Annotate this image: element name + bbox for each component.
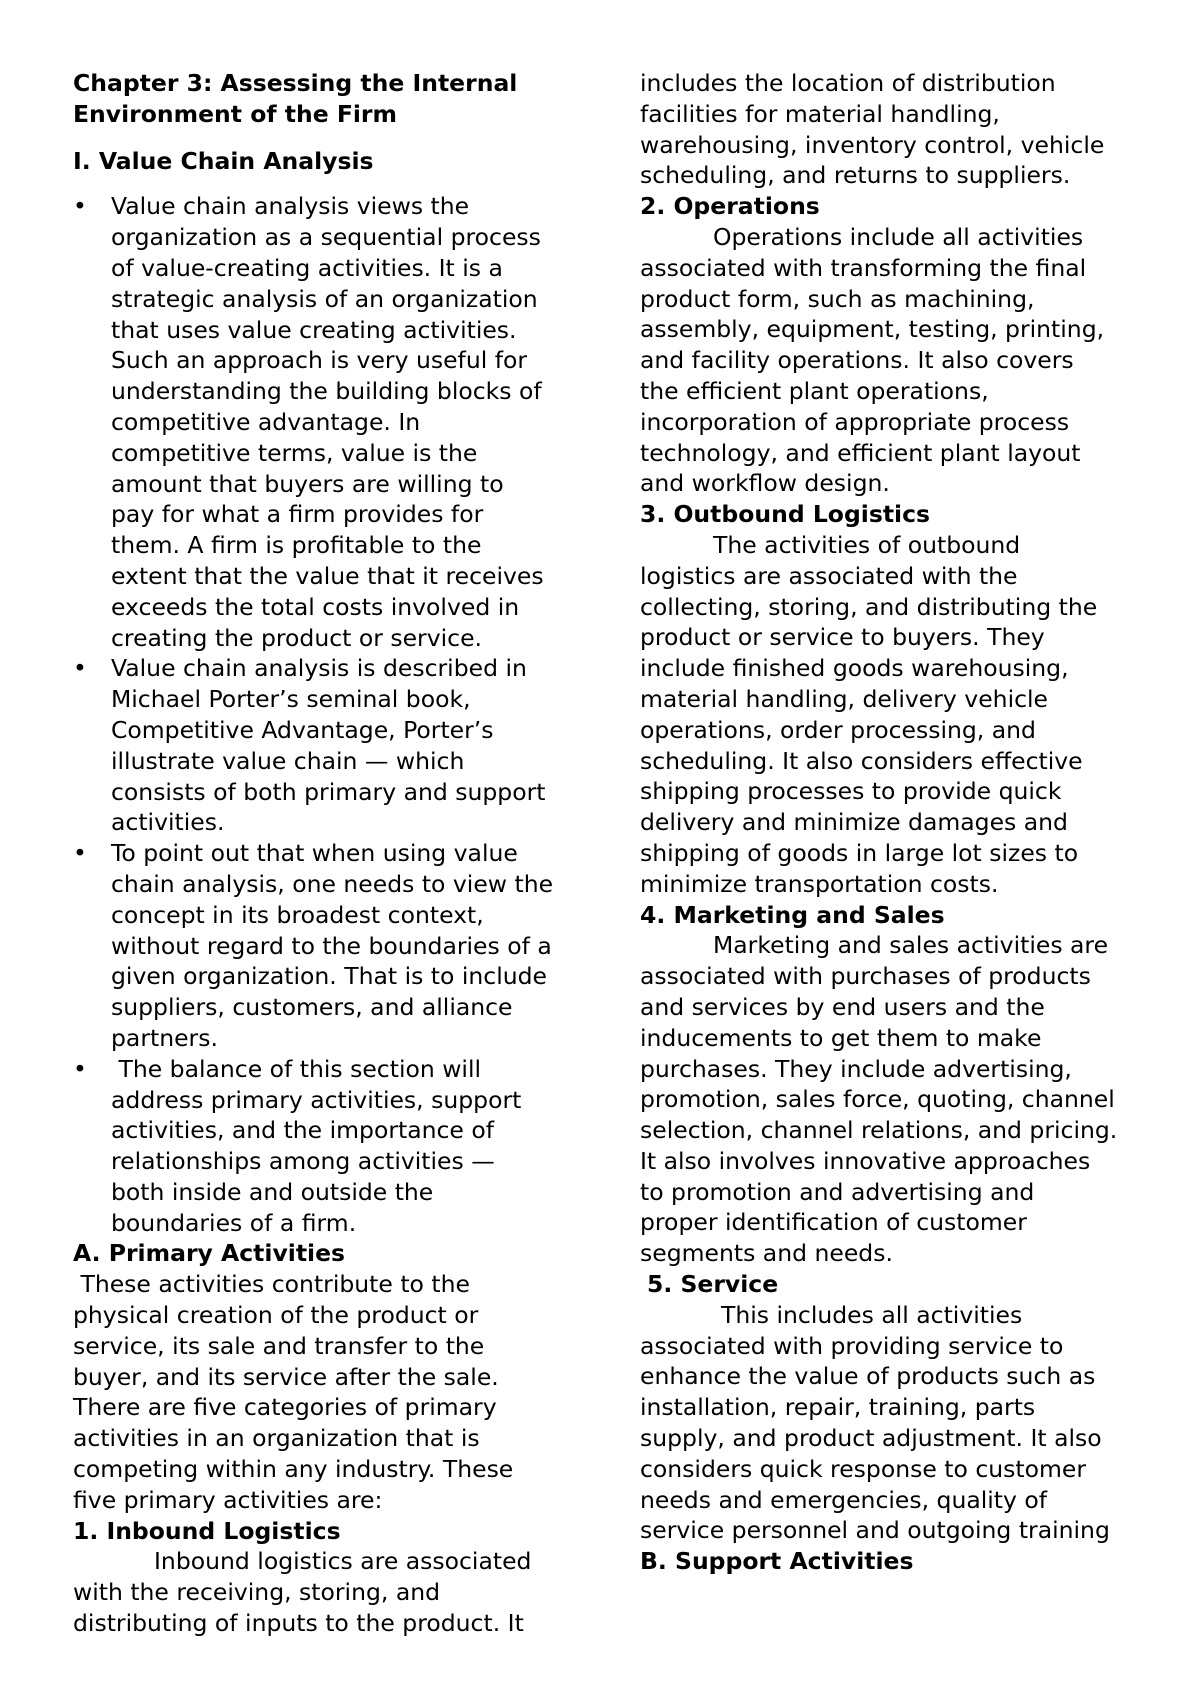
subheading-inbound-logistics: 1. Inbound Logistics [73, 1516, 341, 1545]
title-line: Chapter 3: Assessing the Internal [73, 69, 518, 97]
text-line: logistics are associated with the [640, 561, 1018, 590]
paragraph-outbound-logistics [640, 530, 1140, 900]
bullet-item [73, 653, 576, 838]
text-line: Competitive Advantage, Porter’s [111, 715, 494, 744]
text-line: • The balance of this section will [111, 1054, 482, 1083]
text-line: This includes all activities [721, 1300, 1023, 1329]
text-line: address primary activities, support [111, 1085, 522, 1114]
text-line: associated with transforming the final [640, 253, 1087, 282]
text-line: inducements to get them to make [640, 1023, 1042, 1052]
text-line: These activities contribute to the [73, 1270, 470, 1299]
text-line: boundaries of a firm. [111, 1208, 357, 1237]
text-line: to promotion and advertising and [640, 1177, 1035, 1206]
paragraph-inbound-logistics [73, 1546, 576, 1638]
text-line: enhance the value of products such as [640, 1362, 1096, 1391]
section-heading-primary-activities: A. Primary Activities [73, 1239, 346, 1268]
text-line: needs and emergencies, quality of [640, 1485, 1048, 1514]
chapter-title [73, 68, 576, 130]
text-line: activities, and the importance of [111, 1116, 494, 1145]
text-line: shipping processes to provide quick [640, 777, 1062, 806]
paragraph-marketing-and-sales [640, 930, 1140, 1269]
text-line: given organization. That is to include [111, 962, 548, 991]
text-line: that uses value creating activities. [111, 315, 517, 344]
text-line: consists of both primary and support [111, 777, 546, 806]
text-line: illustrate value chain — which [111, 746, 465, 775]
text-line: scheduling, and returns to suppliers. [640, 161, 1071, 190]
text-line: five primary activities are: [73, 1485, 383, 1514]
text-line: proper identification of customer [640, 1208, 1027, 1237]
text-line: It also involves innovative approaches [640, 1146, 1091, 1175]
text-line: competing within any industry. These [73, 1455, 514, 1484]
text-line: supply, and product adjustment. It also [640, 1424, 1102, 1453]
text-line: shipping of goods in large lot sizes to [640, 838, 1079, 867]
text-line: warehousing, inventory control, vehicle [640, 130, 1105, 159]
text-line: relationships among activities — [111, 1147, 495, 1176]
text-line: competitive terms, value is the [111, 438, 478, 467]
text-line: product or service to buyers. They [640, 623, 1045, 652]
text-line: facilities for material handling, [640, 99, 1000, 128]
text-line: with the receiving, storing, and [73, 1578, 441, 1607]
text-line: creating the product or service. [111, 623, 482, 652]
text-line: and workflow design. [640, 469, 890, 498]
text-line: considers quick response to customer [640, 1454, 1086, 1483]
title-line: Environment of the Firm [73, 99, 398, 128]
text-line: product form, such as machining, [640, 284, 1035, 313]
text-line: the efficient plant operations, [640, 376, 989, 405]
text-line: There are five categories of primary [73, 1393, 497, 1422]
bullet-item [73, 191, 576, 653]
text-line: include finished goods warehousing, [640, 654, 1069, 683]
text-line: both inside and outside the [111, 1177, 434, 1206]
text-line: minimize transportation costs. [640, 869, 999, 898]
text-line: Such an approach is very useful for [111, 346, 528, 375]
text-line: service, its sale and transfer to the [73, 1331, 485, 1360]
text-line: operations, order processing, and [640, 715, 1036, 744]
text-line: The activities of outbound [713, 530, 1021, 559]
text-line: associated with purchases of products [640, 962, 1091, 991]
text-line: installation, repair, training, parts [640, 1393, 1036, 1422]
subheading-service: 5. Service [647, 1270, 779, 1299]
text-line: includes the location of distribution [640, 69, 1056, 97]
text-line: chain analysis, one needs to view the [111, 869, 554, 898]
text-line: physical creation of the product or [73, 1301, 479, 1330]
text-line: material handling, delivery vehicle [640, 684, 1049, 713]
section-heading-value-chain: I. Value Chain Analysis [73, 146, 374, 175]
text-line: activities. [111, 808, 225, 837]
text-line: segments and needs. [640, 1239, 893, 1268]
subheading-outbound-logistics: 3. Outbound Logistics [640, 500, 931, 529]
text-line: pay for what a firm provides for [111, 500, 484, 529]
text-line: exceeds the total costs involved in [111, 592, 520, 621]
bullet-item [73, 838, 576, 1054]
text-line: extent that the value that it receives [111, 561, 544, 590]
text-line: selection, channel relations, and pricing. [640, 1116, 1118, 1145]
text-line: scheduling. It also considers effective [640, 746, 1083, 775]
text-line: without regard to the boundaries of a [111, 931, 552, 960]
text-line: delivery and minimize damages and [640, 808, 1068, 837]
text-line: distributing of inputs to the product. It [73, 1609, 524, 1638]
text-line: suppliers, customers, and alliance [111, 993, 513, 1022]
right-column [640, 68, 1140, 1577]
text-line: collecting, storing, and distributing the [640, 592, 1098, 621]
section-heading-support-activities: B. Support Activities [640, 1547, 914, 1576]
text-line: Michael Porter’s seminal book, [111, 685, 471, 714]
text-line: strategic analysis of an organization [111, 284, 538, 313]
subheading-marketing-and-sales: 4. Marketing and Sales [640, 900, 945, 929]
text-line: partners. [111, 1023, 218, 1052]
text-line: technology, and efficient plant layout [640, 438, 1081, 467]
text-line: incorporation of appropriate process [640, 407, 1070, 436]
text-line: Inbound logistics are associated [154, 1547, 532, 1576]
paragraph-operations [640, 222, 1140, 499]
text-line: • To point out that when using value [111, 839, 518, 868]
paragraph-service [640, 1300, 1140, 1546]
text-line: service personnel and outgoing training [640, 1516, 1110, 1545]
text-line: assembly, equipment, testing, printing, [640, 315, 1105, 344]
text-line: organization as a sequential process [111, 223, 541, 252]
text-line: activities in an organization that is [73, 1424, 480, 1453]
text-line: and services by end users and the [640, 992, 1045, 1021]
text-line: purchases. They include advertising, [640, 1054, 1072, 1083]
text-line: them. A firm is profitable to the [111, 531, 482, 560]
text-line: and facility operations. It also covers [640, 346, 1074, 375]
text-line: promotion, sales force, quoting, channel [640, 1085, 1115, 1114]
subheading-operations: 2. Operations [640, 192, 820, 221]
left-column [73, 68, 576, 1639]
paragraph-inbound-continued [640, 68, 1140, 191]
text-line: buyer, and its service after the sale. [73, 1362, 499, 1391]
text-line: concept in its broadest context, [111, 900, 484, 929]
text-line: amount that buyers are willing to [111, 469, 504, 498]
text-line: Operations include all activities [713, 222, 1084, 251]
text-line: competitive advantage. In [111, 407, 421, 436]
paragraph-primary-activities [73, 1269, 576, 1515]
text-line: Marketing and sales activities are [713, 931, 1109, 960]
text-line: • Value chain analysis views the [111, 192, 470, 221]
text-line: understanding the building blocks of [111, 377, 542, 406]
text-line: of value-creating activities. It is a [111, 253, 503, 282]
text-line: associated with providing service to [640, 1331, 1064, 1360]
bullet-item [73, 1054, 576, 1239]
text-line: • Value chain analysis is described in [111, 654, 527, 683]
